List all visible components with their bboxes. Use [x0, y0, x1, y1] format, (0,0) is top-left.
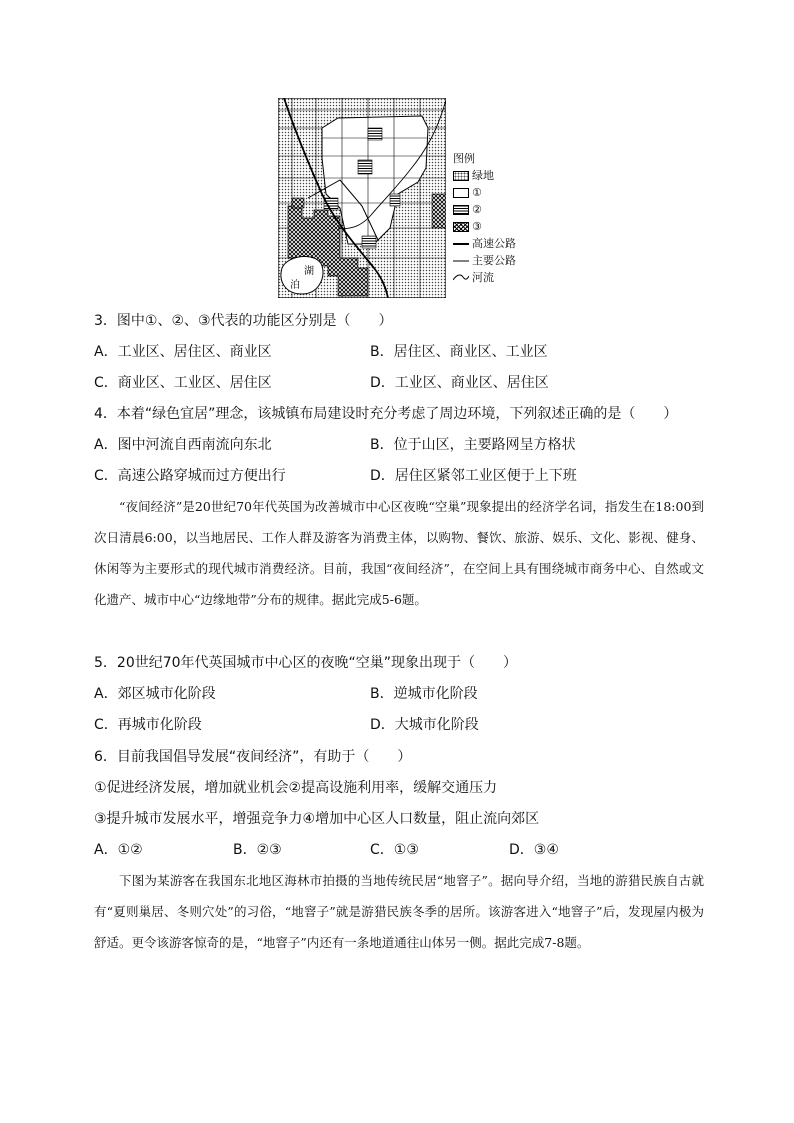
legend-zone1-label: ① [472, 186, 482, 199]
legend-green-label: 绿地 [472, 169, 494, 182]
q6-option-b: B．②③ [233, 842, 282, 858]
q4-option-d: D．居住区紧邻工业区便于上下班 [370, 468, 577, 484]
map-legend [453, 150, 533, 286]
q5-option-a: A．郊区城市化阶段 [94, 686, 216, 702]
q4-option-a: A．图中河流自西南流向东北 [94, 437, 272, 453]
q5-option-c: C．再城市化阶段 [94, 717, 202, 733]
q3-option-c: C．商业区、工业区、居住区 [94, 375, 272, 391]
legend-zone2-swatch [453, 205, 469, 215]
q6-option-c: C．①③ [370, 842, 419, 858]
legend-title: 图例 [453, 152, 475, 165]
lake-label: 泊 [290, 280, 300, 291]
q3-option-a: A．工业区、居住区、商业区 [94, 344, 272, 360]
q6-stem: 6．目前我国倡导发展“夜间经济”，有助于（ ） [94, 749, 412, 765]
q6-option-a: A．①② [94, 842, 143, 858]
zone-2-block [362, 236, 376, 248]
passage-night-economy: “夜间经济”是20世纪70年代英国为改善城市中心区夜晚“空巢”现象提出的经济学名词，指发生在18:00到次日清晨6:00，以当地居民、工作人群及游客为消费主体，以购物、餐饮、旅游、娱乐、文化、影视、健身、休闲等为主要形式的现代城市消费经济。目前，我国“夜间经济”，在空间上具有围绕城市商务中心、自然或文化遗产、城市中心“边缘地带”分布的规律。据此完成5-6题。 [94, 499, 704, 607]
q3-stem: 3．图中①、②、③代表的功能区分别是（ ） [94, 313, 393, 329]
legend-zone2-label: ② [472, 203, 482, 216]
zone-2-block [358, 160, 372, 174]
q3-option-d: D．工业区、商业区、居住区 [370, 375, 549, 391]
zone-2-block [368, 128, 382, 140]
legend-river-label: 河流 [472, 271, 494, 284]
zone-3-block [292, 198, 304, 208]
legend-highway-label: 高速公路 [472, 237, 516, 250]
q6-statements-2: ③提升城市发展水平，增强竞争力④增加中心区人口数量，阻止流向郊区 [94, 811, 540, 827]
q5-option-d: D．大城市化阶段 [370, 717, 479, 733]
legend-main-road-line [453, 258, 469, 264]
lake-label: 湖 [304, 266, 314, 277]
q6-statements-1: ①促进经济发展，增加就业机会②提高设施利用率，缓解交通压力 [94, 780, 498, 796]
legend-river-line [453, 274, 469, 282]
legend-main-road-label: 主要公路 [472, 254, 516, 267]
legend-highway-line [453, 241, 469, 247]
legend-green-swatch [453, 171, 469, 181]
q3-option-b: B．居住区、商业区、工业区 [370, 344, 548, 360]
q5-stem: 5．20世纪70年代英国城市中心区的夜晚“空巢”现象出现于（ ） [94, 655, 518, 671]
legend-zone3-swatch [453, 222, 469, 232]
passage-diyinzi: 下图为某游客在我国东北地区海林市拍摄的当地传统民居“地窨子”。据向导介绍，当地的游猎民族自古就有“夏则巢居、冬则穴处”的习俗，“地窨子”就是游猎民族冬季的居所。该游客进入“地窨子”后，发现屋内极为舒适。更令该游客惊奇的是，“地窨子”内还有一条地道通往山体另一侧。据此完成7-8题。 [94, 873, 704, 950]
zone-2-block [390, 194, 400, 206]
legend-zone3-label: ③ [472, 220, 482, 233]
q4-option-b: B．位于山区，主要路网呈方格状 [370, 437, 576, 453]
zone-3-block [432, 194, 446, 228]
q5-option-b: B．逆城市化阶段 [370, 686, 478, 702]
lake [281, 256, 323, 294]
q4-stem: 4．本着“绿色宜居”理念，该城镇布局建设时充分考虑了周边环境，下列叙述正确的是（ ） [94, 406, 678, 422]
q6-option-d: D．③④ [509, 842, 559, 858]
legend-zone1-swatch [453, 188, 469, 198]
q4-option-c: C．高速公路穿城而过方便出行 [94, 468, 286, 484]
city-layout-map [278, 98, 446, 298]
